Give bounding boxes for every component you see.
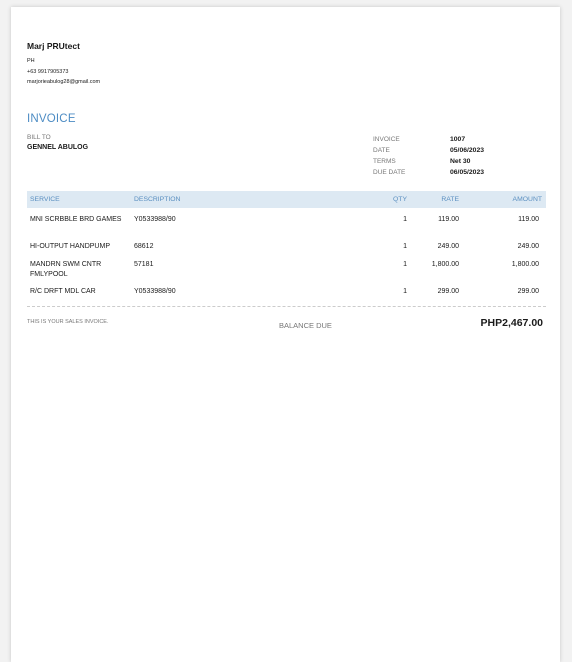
sales-invoice-note: THIS IS YOUR SALES INVOICE.: [27, 319, 109, 325]
meta-value: 1007: [450, 136, 466, 143]
table-header: [27, 191, 546, 208]
header-amount: AMOUNT: [512, 196, 542, 203]
balance-due-label: BALANCE DUE: [279, 321, 332, 330]
table-row: [27, 242, 546, 260]
meta-key: TERMS: [373, 158, 396, 165]
cell-amount: 119.00: [518, 216, 539, 223]
meta-row-terms: [373, 156, 484, 167]
table-row: [27, 215, 546, 242]
invoice-meta: [373, 134, 484, 178]
meta-row-invoice: [373, 134, 484, 145]
cell-description: Y0533988/90: [134, 216, 176, 223]
cell-amount: 249.00: [517, 243, 539, 250]
cell-service: MNI SCRBBLE BRD GAMES: [30, 216, 122, 223]
header-description: DESCRIPTION: [134, 196, 181, 203]
company-info: [27, 41, 100, 88]
cell-description: 57181: [134, 261, 154, 268]
cell-rate: 299.00: [437, 288, 459, 295]
meta-value: 05/06/2023: [450, 147, 485, 154]
cell-description: Y0533988/90: [134, 288, 176, 295]
header-qty: QTY: [393, 196, 407, 203]
header-rate: RATE: [441, 196, 459, 203]
meta-key: DATE: [373, 147, 390, 154]
cell-rate: 119.00: [438, 216, 459, 223]
cell-rate: 1,800.00: [431, 261, 459, 268]
company-name: Marj PRUtect: [27, 41, 80, 51]
cell-qty: 1: [403, 261, 407, 268]
meta-value: 06/05/2023: [450, 169, 485, 176]
bill-to-name: GENNEL ABULOG: [27, 144, 89, 151]
header-service: SERVICE: [30, 196, 60, 203]
bill-to: [27, 134, 88, 151]
meta-key: DUE DATE: [373, 169, 406, 176]
table-body: [27, 215, 546, 301]
cell-qty: 1: [403, 216, 407, 223]
meta-row-due-date: [373, 167, 484, 178]
cell-amount: 1,800.00: [511, 261, 539, 268]
invoice-title: INVOICE: [27, 113, 76, 125]
balance-due-value: PHP2,467.00: [480, 317, 543, 329]
dashed-divider: [27, 306, 546, 307]
cell-description: 68612: [134, 243, 154, 250]
cell-service: HI-OUTPUT HANDPUMP: [30, 243, 110, 250]
meta-key: INVOICE: [373, 136, 400, 143]
cell-rate: 249.00: [437, 243, 459, 250]
cell-service: MANDRN SWM CNTR FMLYPOOL: [30, 261, 102, 278]
meta-row-date: [373, 145, 484, 156]
company-email: marjorieabulog28@gmail.com: [27, 79, 101, 85]
invoice-page: [11, 7, 560, 662]
cell-amount: 299.00: [517, 288, 539, 295]
company-phone: +63 9917905373: [27, 68, 69, 75]
cell-qty: 1: [403, 243, 407, 250]
cell-service: R/C DRFT MDL CAR: [30, 288, 96, 295]
company-country: PH: [27, 58, 35, 64]
table-row: [27, 260, 546, 287]
bill-to-label: BILL TO: [27, 134, 51, 141]
meta-value: Net 30: [450, 158, 471, 165]
table-row: [27, 287, 546, 301]
cell-qty: 1: [403, 288, 407, 295]
